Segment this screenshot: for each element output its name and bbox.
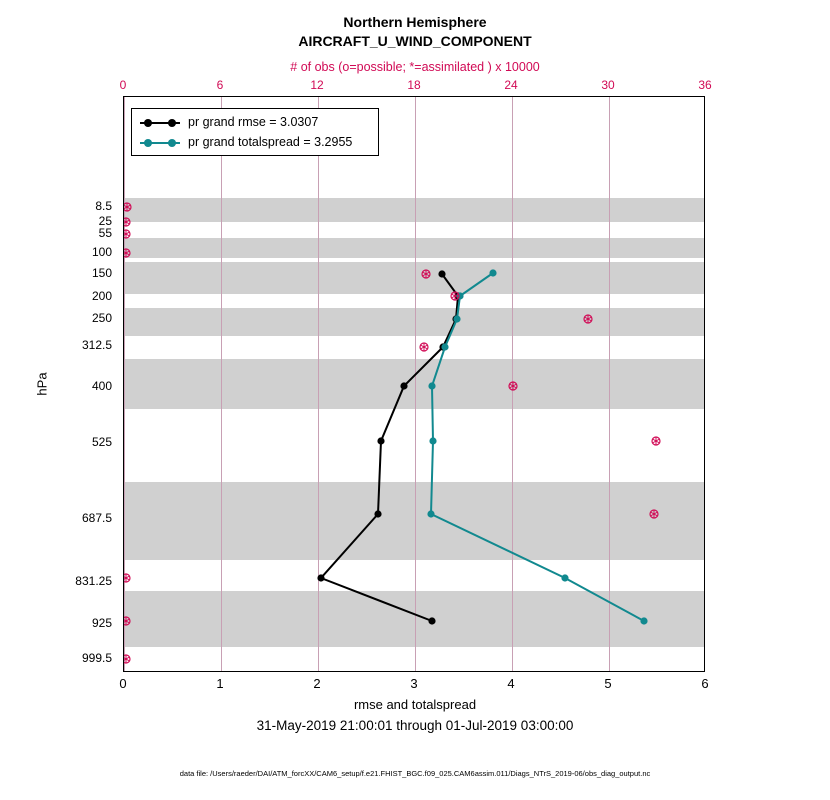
legend-item-rmse bbox=[132, 113, 378, 133]
x-axis-tick-labels bbox=[0, 676, 830, 692]
series-totalspread-line bbox=[431, 273, 644, 621]
x-axis-title: rmse and totalspread bbox=[353, 697, 477, 712]
y-tick-2: 55 bbox=[98, 226, 112, 240]
y-tick-11: 831.25 bbox=[75, 574, 112, 588]
data-overlay bbox=[124, 97, 705, 672]
x-tick-4: 4 bbox=[507, 676, 515, 691]
series-obs-markers bbox=[124, 203, 660, 663]
data-file-path: data file: /Users/raeder/DAI/ATM_forcXX/CAM6_setup/f.e21.FHIST_BGC.f09_025.CAM6assim.011/Diags_NTrS_2019-06/obs_diag_output.nc bbox=[179, 769, 651, 778]
y-tick-6: 250 bbox=[91, 311, 112, 325]
y-tick-10: 687.5 bbox=[81, 511, 112, 525]
top-tick-2: 12 bbox=[310, 78, 324, 92]
y-tick-7: 312.5 bbox=[81, 338, 112, 352]
y-axis-title: hPa bbox=[34, 372, 50, 396]
gridline-x6 bbox=[704, 97, 705, 671]
y-tick-13: 999.5 bbox=[81, 651, 112, 665]
top-tick-5: 30 bbox=[601, 78, 615, 92]
legend-label-rmse: pr grand rmse = 3.0307 bbox=[188, 115, 319, 129]
legend-marker-totalspread-end bbox=[168, 139, 176, 147]
series-totalspread-markers bbox=[427, 269, 647, 624]
legend-marker-rmse-end bbox=[168, 119, 176, 127]
x-tick-6: 6 bbox=[701, 676, 709, 691]
plot-area bbox=[123, 96, 705, 672]
x-tick-3: 3 bbox=[410, 676, 418, 691]
y-tick-8: 400 bbox=[91, 379, 112, 393]
series-rmse-markers bbox=[317, 270, 461, 624]
legend-item-totalspread bbox=[132, 133, 378, 153]
y-tick-9: 525 bbox=[91, 435, 112, 449]
x-tick-2: 2 bbox=[313, 676, 321, 691]
top-tick-6: 36 bbox=[698, 78, 712, 92]
top-tick-1: 6 bbox=[216, 78, 224, 92]
series-rmse-line bbox=[321, 274, 458, 621]
y-tick-12: 925 bbox=[91, 616, 112, 630]
legend-marker-rmse-start bbox=[144, 119, 152, 127]
top-tick-3: 18 bbox=[407, 78, 421, 92]
y-tick-3: 100 bbox=[91, 245, 112, 259]
x-tick-0: 0 bbox=[119, 676, 127, 691]
y-tick-0: 8.5 bbox=[95, 199, 112, 213]
y-axis-tick-labels bbox=[0, 96, 120, 672]
top-tick-4: 24 bbox=[504, 78, 518, 92]
chart-legend bbox=[131, 108, 379, 156]
top-tick-0: 0 bbox=[119, 78, 127, 92]
y-tick-5: 200 bbox=[91, 289, 112, 303]
legend-label-totalspread: pr grand totalspread = 3.2955 bbox=[188, 135, 353, 149]
top-axis-tick-labels bbox=[0, 78, 830, 92]
time-range-subtitle: 31-May-2019 21:00:01 through 01-Jul-2019 03:00:00 bbox=[256, 718, 574, 733]
x-tick-5: 5 bbox=[604, 676, 612, 691]
x-tick-1: 1 bbox=[216, 676, 224, 691]
y-tick-4: 150 bbox=[91, 266, 112, 280]
legend-marker-totalspread-start bbox=[144, 139, 152, 147]
y-tick-1: 25 bbox=[98, 214, 112, 228]
chart-title-line1: Northern Hemisphere bbox=[343, 14, 487, 30]
top-axis-title: # of obs (o=possible; *=assimilated ) x 10000 bbox=[290, 60, 540, 74]
chart-title-line2: AIRCRAFT_U_WIND_COMPONENT bbox=[298, 33, 532, 49]
